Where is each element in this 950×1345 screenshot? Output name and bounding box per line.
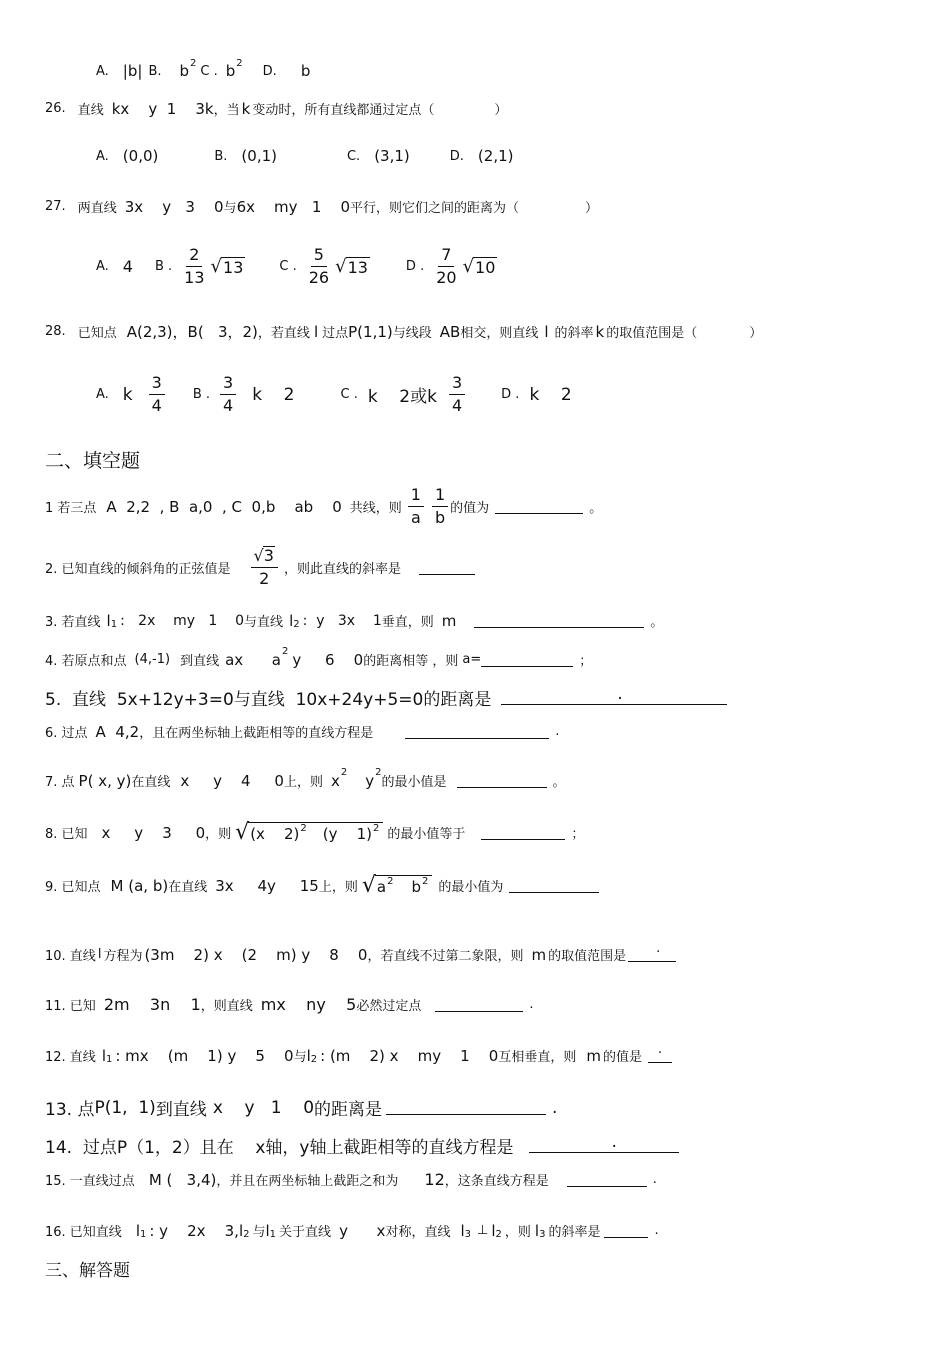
f9-text4: 的最小值为: [438, 880, 504, 895]
f9-a: a: [376, 878, 387, 896]
f10-m: m: [531, 945, 547, 964]
f9-b: b: [411, 878, 421, 896]
f12-l1: l: [101, 1046, 106, 1065]
q28-number: 28.: [45, 324, 66, 339]
q28-b-fraction: [220, 374, 236, 415]
f15-text3: ，这条直线方程是: [444, 1174, 549, 1189]
f2-radicand: 3: [263, 546, 274, 565]
f6-text2: ，且在两坐标轴上截距相等的直线方程是: [139, 726, 374, 741]
q28-c-rest: k 2或k: [367, 387, 437, 407]
f1-equation: A 2,2 , B a,0 , C 0,b ab 0: [106, 497, 342, 516]
f8-text1: 8. 已知: [45, 827, 88, 842]
f16-y: y x: [339, 1221, 386, 1240]
f10-text3: ，若直线不过第二象限，则: [367, 949, 524, 964]
f12-end: .: [657, 1042, 663, 1057]
f12-eq2: : (m 2) x my 1 0: [320, 1046, 499, 1065]
f1-answer-blank[interactable]: [495, 499, 583, 514]
f13-text2: 到直线: [155, 1100, 207, 1120]
f16-l6-sub: 3: [539, 1229, 546, 1240]
f16-text1: 16. 已知直线: [45, 1225, 122, 1240]
fill-13: [45, 1095, 557, 1120]
f1-fraction-a: [408, 486, 424, 527]
f11-text3: 必然过定点: [356, 999, 422, 1014]
f12-l2: l: [306, 1046, 311, 1065]
f8-answer-blank[interactable]: [481, 825, 565, 840]
q27-d-numerator: 7: [438, 246, 454, 267]
f7-text4: 的最小值是: [381, 775, 447, 790]
f16-l4-sub: 3: [464, 1229, 471, 1240]
f8-rad1: (x 2): [250, 825, 300, 843]
fill-4: [45, 646, 593, 669]
q26-text2: ，当: [213, 103, 240, 118]
f11-text2: ，则直线: [200, 999, 253, 1014]
q28-d-rest: k 2: [529, 384, 572, 405]
q27-text1: 两直线: [77, 201, 117, 216]
f4-eq2: y 6 0: [292, 650, 364, 669]
f4-ans: a=: [462, 652, 482, 667]
f2-fraction: [251, 546, 278, 588]
f3-eq1: : 2x my 1 0: [120, 612, 245, 629]
f9-text3: 上，则: [318, 880, 358, 895]
f8-rad2: (y 1): [322, 825, 372, 843]
f3-text2: 与直线: [244, 615, 284, 630]
f1-den1: a: [410, 508, 421, 527]
f4-text1: 4. 若原点和点: [45, 654, 127, 669]
f4-end: ；: [579, 654, 593, 669]
q26-options: [96, 147, 513, 165]
q28-p: P(1,1): [348, 322, 393, 341]
q28-b-denominator: 4: [223, 396, 234, 415]
f15-end: .: [652, 1172, 657, 1187]
q28-c-denominator: 4: [451, 396, 463, 415]
f16-l3-sub: 1: [269, 1229, 277, 1240]
q27-a-value: 4: [122, 257, 133, 276]
q26-stem: [45, 99, 507, 118]
q26-opt-d-label: D.: [449, 148, 464, 164]
f3-l2-sub: 2: [293, 619, 300, 630]
f16-l1-sub: 1: [139, 1229, 147, 1240]
f4-answer-blank[interactable]: [481, 652, 573, 667]
q28-a-numerator: 3: [149, 374, 165, 395]
f15-number: 12: [424, 1170, 445, 1189]
q27-c-fraction: [309, 246, 329, 287]
f12-answer-blank[interactable]: [648, 1042, 672, 1063]
fill-5: [45, 685, 733, 710]
f8-sup2: 2: [372, 823, 380, 834]
f1-den2: b: [435, 508, 446, 527]
f10-answer-blank[interactable]: [628, 941, 676, 962]
fill-3: [45, 611, 663, 630]
q25-c-sup: 2: [236, 57, 243, 69]
f4-eq: ax a: [225, 650, 281, 669]
f7-text2: 在直线: [131, 775, 171, 790]
f7-point: P( x, y): [78, 771, 132, 790]
q28-close: ）: [749, 326, 763, 341]
fill-9: [45, 873, 605, 898]
f4-text2: 到直线: [180, 654, 220, 669]
q26-opt-d: (2,1): [477, 147, 514, 165]
q27-c-radicand: 13: [347, 257, 368, 277]
f9-radical-icon: √: [361, 873, 376, 898]
q28-c-numerator: 3: [449, 374, 465, 395]
f10-l: l: [97, 947, 102, 962]
f9-sup2: 2: [422, 876, 429, 887]
f15-text1: 15. 一直线过点: [45, 1174, 135, 1189]
q28-b-numerator: 3: [220, 374, 236, 395]
f4-text3: 的距离相等 ，则: [363, 654, 459, 669]
fill-2: [45, 546, 481, 588]
f1-end: 。: [589, 501, 603, 516]
f9-radicand: [375, 875, 432, 896]
q28-text2: ，若直线: [257, 326, 310, 341]
q27-eq2: 6x my 1 0: [236, 197, 351, 216]
f10-text1: 10. 直线: [45, 949, 96, 964]
f10-text2: 方程为: [103, 949, 143, 964]
f3-eq2: : y 3x 1: [302, 612, 382, 629]
f16-text4: 对称，直线: [385, 1225, 451, 1240]
f2-denominator: 2: [259, 569, 270, 588]
q27-number: 27.: [45, 199, 66, 214]
q28-c-label: C .: [340, 387, 358, 402]
fill-14: [45, 1133, 685, 1158]
q26-close: ）: [494, 103, 508, 118]
fill-15: [45, 1170, 657, 1189]
fill-1: [45, 486, 602, 527]
f10-eq: (3m 2) x (2 m) y 8 0: [144, 945, 368, 964]
f8-eq: x y 3 0: [101, 823, 206, 842]
f1-text3: 的值为: [450, 501, 490, 516]
q27-d-denominator: 20: [436, 268, 457, 287]
q27-d-fraction: [436, 246, 456, 287]
q27-options: [96, 246, 497, 287]
q28-stem: [45, 321, 762, 342]
q27-c-denominator: 26: [308, 268, 330, 287]
f16-text6: 的斜率是: [548, 1225, 601, 1240]
q25-c-value: b: [225, 62, 236, 80]
f12-text3: 互相垂直，则: [498, 1050, 577, 1065]
f12-text1: 12. 直线: [45, 1050, 96, 1065]
q27-b-radicand: 13: [223, 257, 244, 277]
f11-eq1: 2m 3n 1: [103, 995, 201, 1014]
q25-b-sup: 2: [190, 57, 197, 69]
f14-answer-blank[interactable]: [529, 1132, 679, 1153]
f3-end: 。: [650, 615, 664, 630]
q27-c-radical-icon: √: [335, 256, 347, 277]
f7-text3: 上，则: [283, 775, 323, 790]
f13-eq: x y 1 0: [212, 1097, 315, 1118]
q28-text4: 与线段: [392, 326, 432, 341]
f12-text2: 与: [293, 1050, 307, 1065]
f12-text4: 的值是: [602, 1050, 642, 1065]
f3-text3: 垂直，则: [381, 615, 434, 630]
f3-l1: l: [106, 611, 111, 630]
f16-text2: 与: [252, 1225, 266, 1240]
q26-opt-c-label: C.: [346, 148, 361, 164]
f11-text1: 11. 已知: [45, 999, 96, 1014]
f3-answer-blank[interactable]: [474, 613, 644, 628]
f7-eq: x y 4 0: [180, 771, 284, 790]
f9-eq: 3x 4y 15: [215, 876, 319, 895]
f8-radicand: [248, 822, 383, 843]
f6-point: A 4,2: [95, 722, 140, 741]
q25-a-value: |b|: [122, 62, 143, 80]
f16-l2: l: [238, 1221, 244, 1240]
q28-d-label: D .: [501, 387, 520, 402]
q26-opt-b: (0,1): [241, 147, 277, 165]
q28-ab: AB: [439, 322, 461, 341]
f16-text3: 关于直线: [279, 1225, 332, 1240]
f16-answer-blank[interactable]: [604, 1223, 648, 1238]
f7-text1: 7. 点: [45, 775, 75, 790]
q25-a-label: A.: [96, 63, 109, 79]
f2-text1: 2. 已知直线的倾斜角的正弦值是: [45, 561, 231, 577]
q28-c-fraction: [449, 374, 465, 415]
f8-text3: 的最小值等于: [387, 827, 466, 842]
f1-num2: 1: [432, 486, 448, 507]
f16-l4: l: [460, 1221, 465, 1240]
f5-text: 5. 直线 5x+12y+3=0与直线 10x+24y+5=0的距离是: [45, 690, 492, 710]
f12-l1-sub: 1: [105, 1054, 113, 1065]
q27-d-radicand: 10: [475, 257, 496, 277]
f8-radical-icon: √: [235, 820, 250, 845]
q28-text1: 已知点: [77, 326, 117, 341]
q26-opt-b-label: B.: [214, 148, 228, 164]
q25-b-label: B.: [148, 63, 162, 79]
f1-fraction-b: [432, 486, 448, 527]
q28-a-fraction: [149, 374, 165, 415]
q27-close: ）: [585, 201, 599, 216]
f9-sup1: 2: [387, 876, 394, 887]
f7-sup1: 2: [340, 767, 348, 778]
fill-6: [45, 722, 559, 741]
f14-dot: .: [611, 1132, 617, 1152]
f13-point: P(1, 1): [94, 1097, 156, 1118]
f2-radical-icon: √: [253, 546, 264, 565]
q28-text7: 的取值范围是（: [606, 326, 698, 341]
f2-text2: ，则此直线的斜率是: [283, 561, 401, 577]
f7-x: x: [330, 771, 340, 790]
f13-text1: 13. 点: [45, 1100, 95, 1120]
fill-7: [45, 767, 566, 790]
f9-point: M (a, b): [110, 876, 169, 895]
f2-answer-blank[interactable]: [419, 560, 475, 575]
q25-options: [96, 57, 311, 80]
q27-text3: 平行，则它们之间的距离为（: [350, 201, 520, 216]
q28-text6: 的斜率: [554, 326, 594, 341]
f4-point: (4,-1): [134, 652, 171, 667]
f10-text4: 的取值范围是: [548, 949, 627, 964]
f11-eq2: mx ny 5: [260, 995, 357, 1014]
f1-num1: 1: [408, 486, 424, 507]
f16-l1: l: [135, 1221, 140, 1240]
f9-text2: 在直线: [168, 880, 208, 895]
q27-c-numerator: 5: [311, 246, 327, 267]
q25-b-value: b: [179, 62, 190, 80]
q28-options: [96, 374, 572, 415]
f8-end: ；: [571, 827, 585, 842]
f13-text3: 的距离是: [314, 1100, 383, 1120]
f8-text2: ，则: [205, 827, 232, 842]
q27-eq1: 3x y 3 0: [124, 197, 224, 216]
q27-b-label: B .: [154, 259, 173, 274]
fill-16: [45, 1221, 659, 1240]
f3-m: m: [441, 611, 457, 630]
f12-l2-sub: 2: [310, 1054, 318, 1065]
q27-b-fraction: [184, 246, 204, 287]
q27-b-radical-icon: √: [210, 256, 223, 277]
f3-l2: l: [289, 611, 294, 630]
q27-a-label: A.: [96, 259, 109, 274]
f2-numerator: [251, 546, 278, 568]
fill-10: [45, 941, 682, 964]
f7-answer-blank[interactable]: [457, 773, 547, 788]
q28-points: A(2,3)，B( 3，2): [126, 323, 258, 341]
q28-l: l: [313, 322, 319, 341]
q25-c-label: C .: [200, 63, 218, 79]
q28-text5: 相交，则直线: [460, 326, 539, 341]
f3-text1: 3. 若直线: [45, 615, 101, 630]
f16-l2-sub: 2: [243, 1229, 250, 1240]
f5-dot: .: [617, 684, 623, 704]
f11-end: .: [529, 997, 534, 1012]
f12-m: m: [586, 1046, 601, 1065]
f15-answer-blank[interactable]: [567, 1172, 647, 1187]
f16-l5: l: [491, 1221, 496, 1240]
f12-eq1: : mx (m 1) y 5 0: [115, 1046, 294, 1065]
f16-l6: l: [534, 1221, 540, 1240]
q26-text3: 变动时，所有直线都通过定点（: [252, 103, 435, 118]
q26-opt-a-label: A.: [96, 148, 109, 164]
f11-answer-blank[interactable]: [435, 997, 523, 1012]
f7-sup2: 2: [375, 767, 382, 778]
f8-sup1: 2: [300, 823, 307, 834]
f16-eq1: : y 2x 3,: [149, 1221, 239, 1240]
q26-opt-c: (3,1): [374, 147, 410, 165]
f16-l3: l: [265, 1221, 270, 1240]
section-fill-in-heading: 二、填空题: [45, 450, 141, 472]
f10-end: .: [656, 941, 661, 956]
f6-end: .: [555, 724, 560, 739]
q28-b-label: B .: [192, 387, 211, 402]
q25-d-label: D.: [262, 63, 277, 79]
q25-d-value: b: [300, 62, 311, 80]
q27-c-label: C .: [279, 259, 297, 274]
f16-l5-sub: 2: [495, 1229, 502, 1240]
q26-k: k: [241, 99, 251, 118]
q28-b-rest: k 2: [252, 384, 295, 405]
q27-b-denominator: 13: [184, 268, 205, 287]
q28-l2: l: [544, 322, 549, 341]
q27-stem: [45, 197, 598, 216]
fill-12: [45, 1042, 678, 1065]
fill-11: [45, 995, 533, 1014]
f6-text1: 6. 过点: [45, 726, 88, 741]
f1-text1: 1 若三点: [45, 501, 97, 516]
f4-sup: 2: [281, 646, 289, 657]
q26-number: 26.: [45, 101, 66, 116]
f16-text5: ，则: [504, 1225, 531, 1240]
f13-answer-blank[interactable]: [386, 1100, 546, 1115]
q26-text1: 直线: [77, 103, 104, 118]
f13-end: .: [552, 1097, 558, 1118]
fill-8: [45, 820, 584, 845]
q27-d-radical-icon: √: [462, 256, 475, 277]
f3-l1-sub: 1: [110, 619, 118, 630]
f9-answer-blank[interactable]: [509, 878, 599, 893]
q28-a-label: A.: [96, 387, 109, 402]
q27-b-numerator: 2: [186, 246, 202, 267]
f7-end: 。: [552, 775, 566, 790]
q27-text2: 与: [223, 201, 237, 216]
f7-y: y: [365, 771, 375, 790]
f16-end: .: [654, 1223, 659, 1238]
q26-equation: kx y 1 3k: [111, 99, 214, 118]
f16-perp: ⊥: [477, 1223, 489, 1238]
q28-text3: 过点: [322, 326, 349, 341]
f9-text1: 9. 已知点: [45, 880, 101, 895]
f5-answer-blank[interactable]: [501, 684, 727, 705]
f1-text2: 共线，则: [349, 501, 402, 516]
section-answer-heading: 三、解答题: [45, 1261, 130, 1281]
f15-point: M ( 3,4): [148, 1170, 217, 1189]
f6-answer-blank[interactable]: [405, 724, 549, 739]
f14-text: 14. 过点P（1，2）且在 x轴，y轴上截距相等的直线方程是: [45, 1138, 514, 1158]
q27-d-label: D .: [405, 259, 425, 274]
q28-a-k: k: [122, 384, 133, 405]
q28-k: k: [595, 322, 605, 341]
f15-text2: ，并且在两坐标轴上截距之和为: [216, 1174, 399, 1189]
q26-opt-a: (0,0): [122, 147, 159, 165]
q28-a-denominator: 4: [151, 396, 162, 415]
